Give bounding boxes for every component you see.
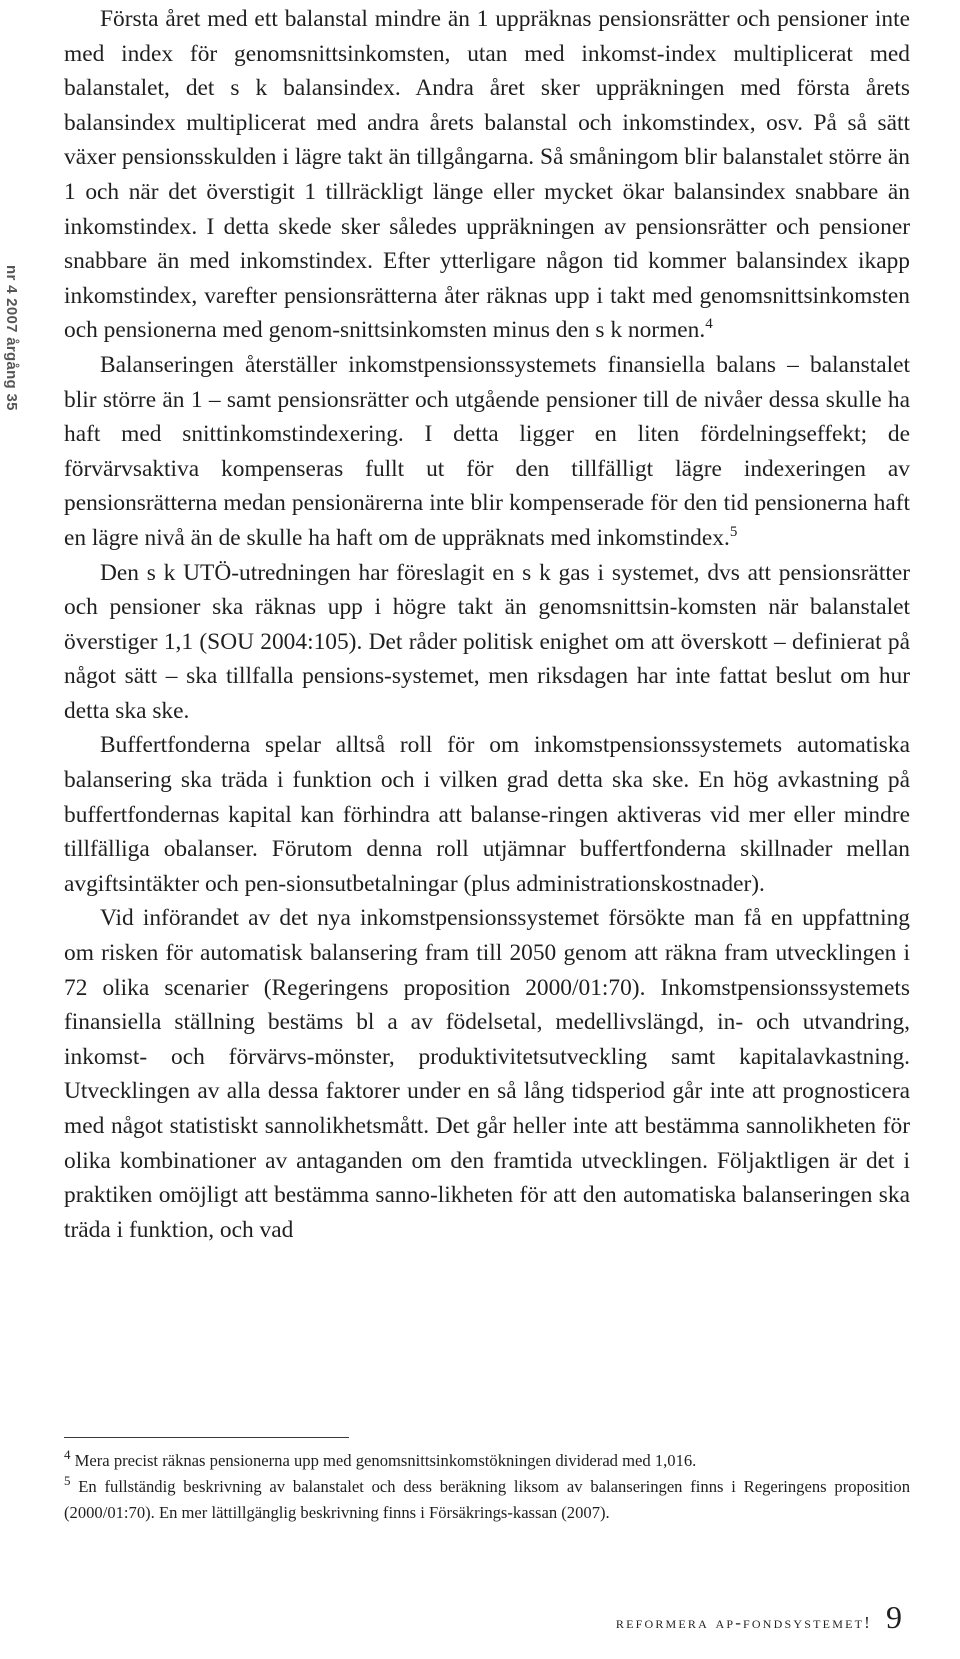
issue-side-label xyxy=(0,265,20,411)
footnote-5-number: 5 xyxy=(64,1473,71,1489)
paragraph-2-text: Balanseringen återställer inkomstpensionssystemets finansiella balans – balanstalet blir större än 1 – samt pensionsrätter och utgående pensioner till de nivåer dessa skulle ha haft med snittinkomstindexering. I detta ligger en liten fördelningseffekt; de förvärvsaktiva kompenseras fullt ut för den tillfälligt lägre indexeringen av pensionsrätterna medan pensionärerna inte blir kompenserade för den tid pensionerna haft en lägre nivå än de skulle ha haft om de uppräknats med inkomstindex. xyxy=(64,351,910,551)
paragraph-3 xyxy=(64,556,910,729)
paragraph-2 xyxy=(64,348,910,556)
paragraph-4 xyxy=(64,728,910,901)
paragraph-5-text: Vid införandet av det nya inkomstpensionssystemet försökte man få en uppfattning om risken för automatisk balansering fram till 2050 genom att räkna fram utvecklingen i 72 olika scenarier (Regeringens proposition 2000/01:70). Inkomstpensionssystemets finansiella ställning bestäms bl a av födelsetal, medellivslängd, in- och utvandring, inkomst- och förvärvs-mönster, produktivitetsutveckling samt kapitalavkastning. Utvecklingen av alla dessa faktorer under en så lång tidsperiod går inte att prognosticera med något statistiskt sannolikhetsmått. Det går heller inte att bestämma sannolikheten för olika kombinationer av antaganden om den framtida utvecklingen. Följaktligen är det i praktiken omöjligt att bestämma sanno-likheten för att den automatiska balanseringen ska träda i funktion, och vad xyxy=(64,905,910,1243)
article-body xyxy=(64,2,910,1247)
footnote-4-text: Mera precist räknas pensionerna upp med genomsnittsinkomstökningen dividerad med 1,016. xyxy=(74,1451,697,1470)
footnote-5-text: En fullständig beskrivning av balanstalet och dess beräkning liksom av balanseringen finns i Regeringens proposition (2000/01:70). En mer lättillgänglig beskrivning finns i Försäkrings-kassan (2007). xyxy=(64,1477,910,1523)
footnote-5 xyxy=(64,1474,910,1526)
footnote-divider xyxy=(64,1437,349,1438)
footnote-4-number: 4 xyxy=(64,1447,71,1462)
paragraph-4-text: Buffertfonderna spelar alltså roll för om inkomstpensionssystemets automatiska balansering ska träda i funktion och i vilken grad detta ska ske. En hög avkastning på buffertfondernas kapital kan förhindra att balanse-ringen aktiveras vid mer eller mindre tillfälliga obalanser. Förutom denna roll utjämnar buffertfonderna skillnader mellan avgiftsintäkter och pen-sionsutbetalningar (plus administrationskostnader). xyxy=(64,732,910,897)
page-number: 9 xyxy=(886,1599,902,1635)
running-title: reformera ap-fondsystemet! xyxy=(615,1613,872,1632)
page-footer xyxy=(616,1601,902,1633)
footnotes xyxy=(64,1448,910,1527)
paragraph-1 xyxy=(64,2,910,348)
footnote-ref-5[interactable]: 5 xyxy=(729,523,738,540)
paragraph-5 xyxy=(64,901,910,1247)
paragraph-1-text: Första året med ett balanstal mindre än 1 uppräknas pensionsrätter och pensioner inte med index för genomsnittsinkomsten, utan med inkomst-index multiplicerat med balanstalet, det s k balansindex. Andra året sker uppräkningen med första årets balansindex multiplicerat med andra årets balanstal och inkomstindex, osv. På så sätt växer pensionsskulden i lägre takt än tillgångarna. Så småningom blir balanstalet större än 1 och när det överstigit 1 tillräckligt länge eller mycket ökar balansindex snabbare än inkomstindex. I detta skede sker således uppräkningen av pensionsrätter och pensioner snabbare än med inkomstindex. Efter ytterligare någon tid kommer balansindex ikapp inkomstindex, varefter pensionsrätterna åter räknas upp i takt med genomsnittsinkomsten och pensionerna med genom-snittsinkomsten minus den s k normen. xyxy=(64,6,910,344)
issue-label-text: nr 4 2007 årgång 35 xyxy=(3,265,20,411)
footnote-4 xyxy=(64,1448,910,1474)
paragraph-3-text: Den s k UTÖ-utredningen har föreslagit en s k gas i systemet, dvs att pensionsrätter och pensioner ska räknas upp i högre takt än genomsnittsin-komsten när balanstalet överstiger 1,1 (SOU 2004:105). Det råder politisk enighet om att överskott – definierat på något sätt – ska tillfalla pensions-systemet, men riksdagen har inte fattat beslut om hur detta ska ske. xyxy=(64,559,910,724)
footnote-ref-4[interactable]: 4 xyxy=(705,316,713,333)
